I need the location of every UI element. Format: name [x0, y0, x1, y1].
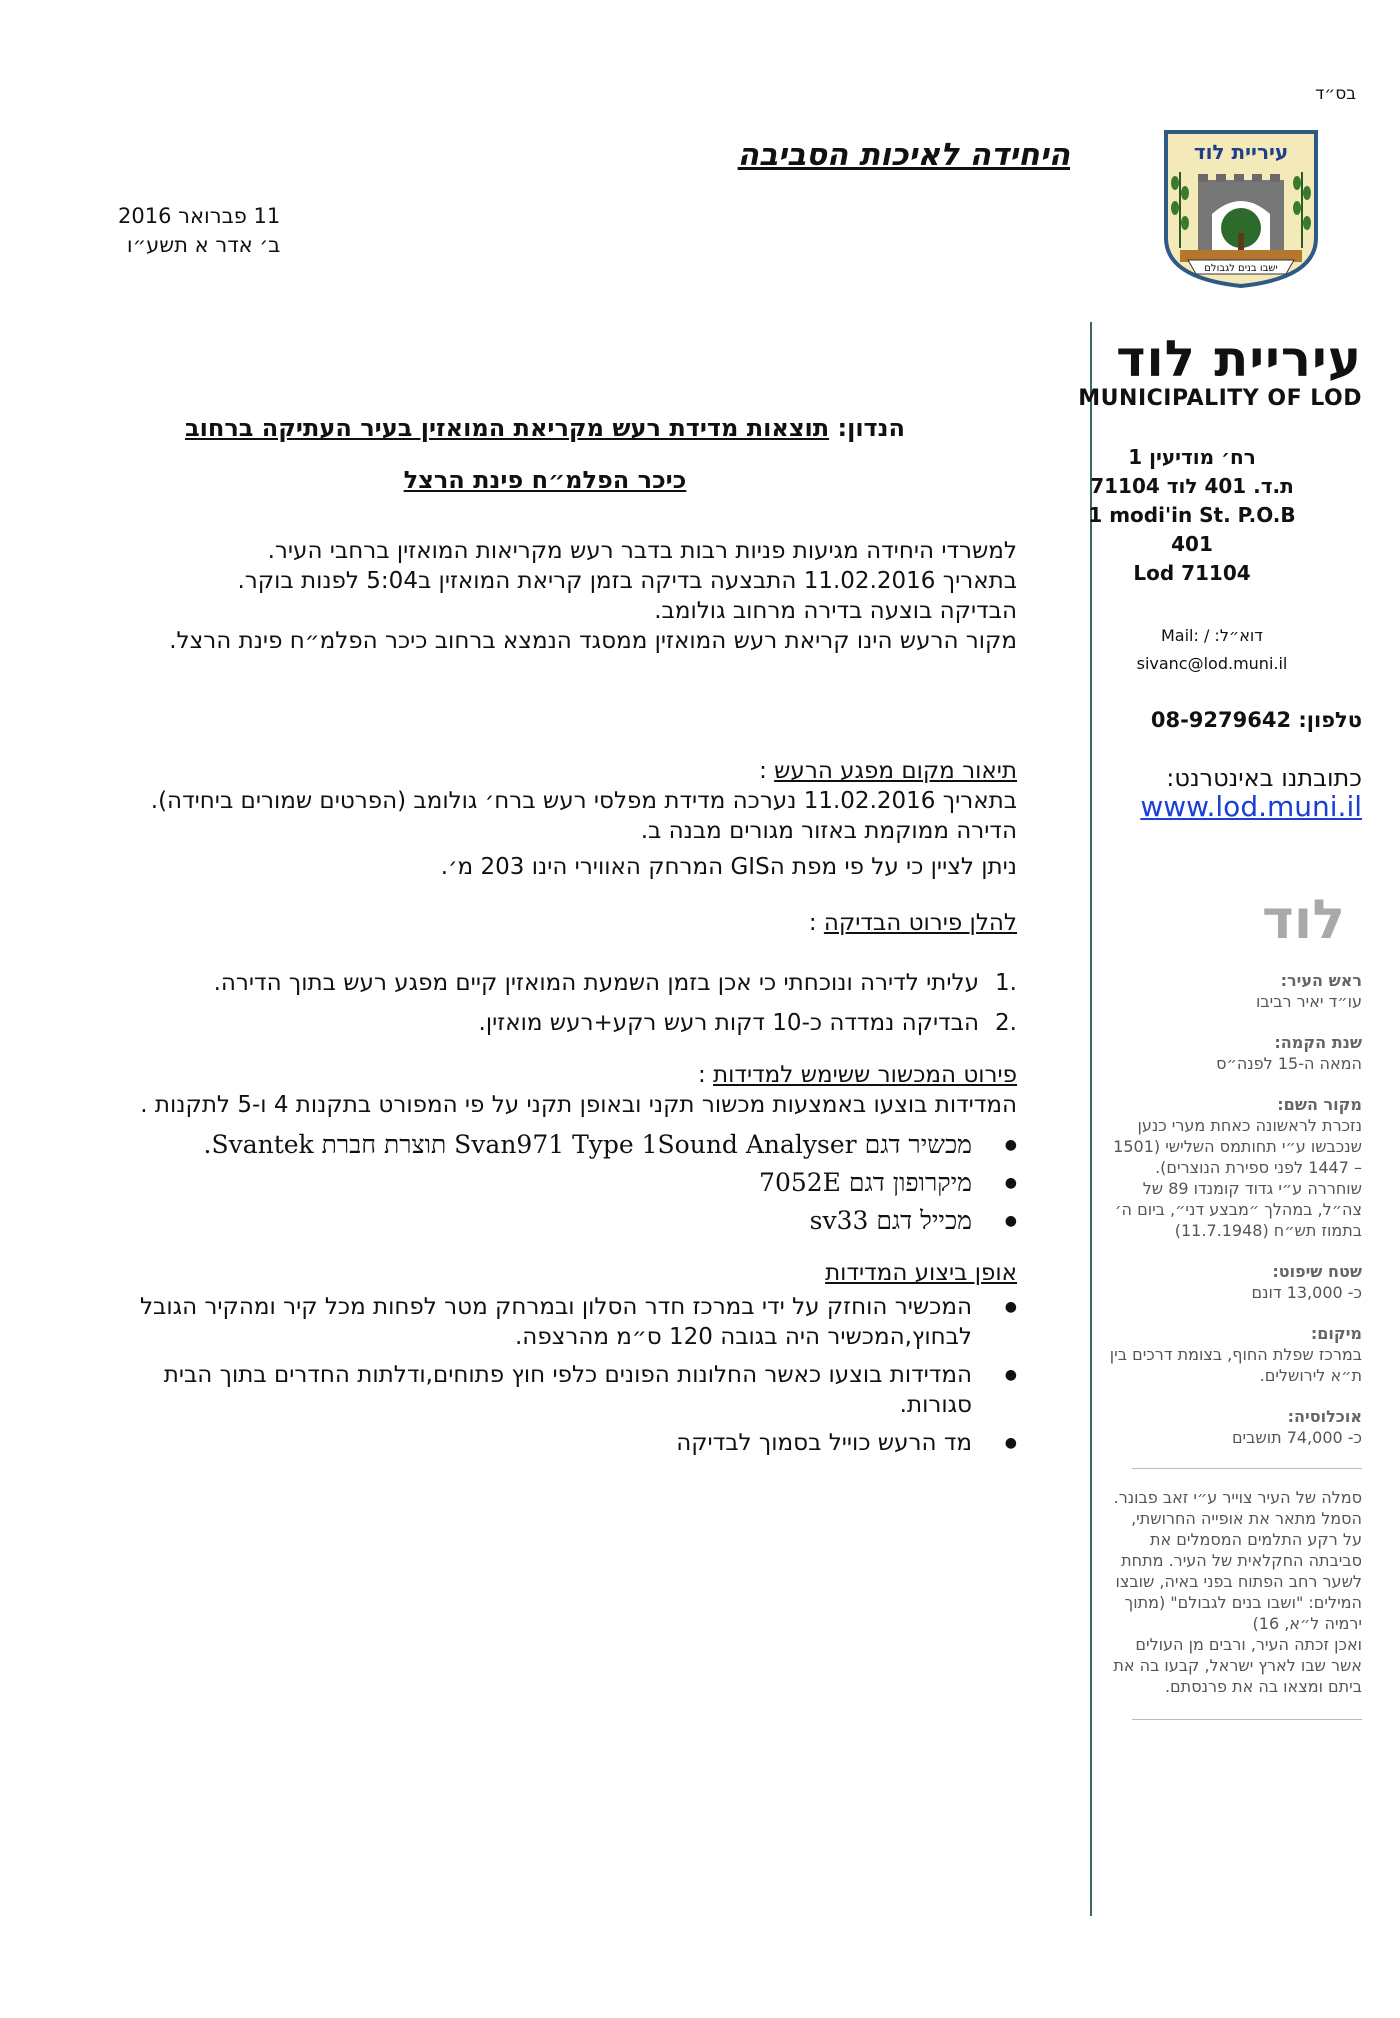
subject-label: הנדון: [837, 414, 906, 442]
subject-line-2: כיכר הפלמ״ח פינת הרצל [403, 466, 687, 494]
location-text: בתאריך 11.02.2016 נערכה מדידת מפלסי רעש ברח׳ גולומב (הפרטים שמורים ביחידה). הדירה ממוקמת באזור מגורים מבנה ב. [150, 788, 1017, 844]
subject-line-1: תוצאות מדידת רעש מקריאת המואזין בעיר העתיקה ברחוב [184, 414, 830, 442]
location-section: תיאור מקום מפגע הרעש : בתאריך 11.02.2016 נערכה מדידת מפלסי רעש ברח׳ גולומב (הפרטים שמורים ביחידה). הדירה ממוקמת באזור מגורים מבנה ב. ניתן לציין כי על פי מפת הGIS המרחק האווירי הינו 203 מ׳. [137, 756, 1017, 882]
intro-paragraph [137, 536, 1017, 656]
fact-label: מקור השם: [1277, 1095, 1362, 1114]
fact-value: כ- 13,000 דונם [1251, 1283, 1362, 1302]
address-block [1072, 443, 1312, 588]
phone-number: טלפון: 08-9279642 [1150, 708, 1362, 732]
city-facts [1107, 970, 1362, 1738]
method-section [137, 1258, 1017, 1458]
equipment-section: פירוט המכשור ששימש למדידות : המדידות בוצעו באמצעות מכשור תקני ובאופן תקני על פי המפורט בתקנות 4 ו-5 לתקנות . ● מכשיר דגם Svan971 Type 1Sound Analyser תוצרת חברת Svantek. ● מיקרופון דגם 7052E ● מכייל דגם sv33 [137, 1060, 1017, 1236]
location-heading: תיאור מקום מפגע הרעש [774, 758, 1017, 784]
details-list [137, 968, 1017, 1038]
municipality-name-english: MUNICIPALITY OF LOD [1078, 386, 1362, 411]
fact-value: נזכרת לראשונה כאחת מערי כנען שנכבשו ע״י תחותמס השלישי (1501 – 1447 לפני ספירת הנוצרים). שוחררה ע״י גדוד קומנדו 89 של צה״ל, במהלך ״מבצע דני״, ביום ה׳ בתמוז תש״ח (11.7.1948) [1113, 1116, 1362, 1240]
website-link[interactable]: www.lod.muni.il [1140, 790, 1362, 823]
address-line: רח׳ מודיעין 1 [1128, 445, 1256, 469]
fact-founded [1107, 1032, 1362, 1074]
fact-value: המאה ה-15 לפנה״ס [1216, 1054, 1362, 1073]
date-hebrew: ב׳ אדר א תשע״ו [126, 233, 281, 257]
location-gis: ניתן לציין כי על פי מפת הGIS המרחק האווירי הינו 203 מ׳. [440, 854, 1017, 880]
fact-value: עו״ד יאיר רביבו [1256, 992, 1362, 1011]
city-name-large: לוד [1262, 888, 1345, 951]
address-line: 1 modi'in St. P.O.B [1088, 503, 1296, 527]
method-heading: אופן ביצוע המדידות [825, 1260, 1017, 1286]
besd-mark: בס״ד [1315, 84, 1357, 104]
fact-label: מיקום: [1310, 1324, 1362, 1343]
fact-label: שטח שיפוט: [1272, 1262, 1362, 1281]
item-text: עליתי לדירה ונוכחתי כי אכן בזמן השמעת המואזין קיים מפגע רעש בתוך הדירה. [213, 970, 979, 996]
fact-name-origin [1107, 1094, 1362, 1241]
equipment-heading: פירוט המכשור ששימש למדידות [713, 1062, 1017, 1088]
equipment-text: המדידות בוצעו באמצעות מכשור תקני ובאופן תקני על פי המפורט בתקנות 4 ו-5 לתקנות . [140, 1092, 1017, 1118]
list-item [137, 1008, 1017, 1038]
unit-title: היחידה לאיכות הסביבה [737, 137, 1070, 173]
list-item: ● מד הרעש כוייל בסמוך לבדיקה [137, 1428, 972, 1458]
method-list [137, 1292, 1017, 1458]
list-item: ● מיקרופון דגם 7052E [137, 1168, 972, 1198]
divider [1132, 1719, 1362, 1720]
divider [1132, 1468, 1362, 1469]
address-line: Lod 71104 [1133, 561, 1251, 585]
list-item: ● המדידות בוצעו כאשר החלונות הפונים כלפי חוץ פתוחים,ודלתות החדרים בתוך הבית סגורות. [137, 1360, 972, 1420]
list-item: ● המכשיר הוחזק על ידי במרכז חדר הסלון ובמרחק מטר לפחות מכל קיר ומהקיר הגובל לבחוץ,המכשיר היה בגובה 120 ס״מ מהרצפה. [137, 1292, 972, 1352]
intro-line: מקור הרעש הינו קריאת רעש המואזין ממסגד הנמצא ברחוב כיכר הפלמ״ח פינת הרצל. [169, 628, 1017, 654]
address-line: 401 [1171, 532, 1213, 556]
details-section: להלן פירוט הבדיקה : 1. עליתי לדירה ונוכחתי כי אכן בזמן השמעת המואזין קיים מפגע רעש בתוך הדירה. 2. הבדיקה נמדדה כ-10 דקות רעש רקע+רעש מואזין. [137, 908, 1017, 1038]
emblem-title: עיריית לוד [1193, 140, 1289, 164]
fact-area [1107, 1261, 1362, 1303]
emblem-description: סמלה של העיר צוייר ע״י זאב פבונר. הסמל מתאר את אופייה החרושתי, על רקע התלמים המסמלים את סביבתה החקלאית של העיר. מתחת לשער רחב הפתוח בפני באיה, שובצו המילים: "ושבו בנים לגבולם" (מתוך ירמיה ל״א, 16) ואכן זכתה העיר, ורבים מן העולים אשר שבו לארץ ישראל, קבעו בה את ביתם ומצאו בה את פרנסתם. [1113, 1488, 1362, 1696]
municipality-name-hebrew: עיריית לוד [1116, 330, 1362, 388]
intro-line: בתאריך 11.02.2016 התבצעה בדיקה בזמן קריאת המואזין ב5:04 לפנות בוקר. [237, 568, 1017, 594]
fact-mayor [1107, 970, 1362, 1012]
date-gregorian: 11 פברואר 2016 [118, 204, 281, 228]
list-item [137, 968, 1017, 998]
fact-location [1107, 1323, 1362, 1386]
list-item: ● מכייל דגם sv33 [137, 1206, 972, 1236]
item-number: 2. [995, 1010, 1017, 1036]
fact-population [1107, 1406, 1362, 1448]
fact-label: שנת הקמה: [1274, 1033, 1362, 1052]
fact-value: במרכז שפלת החוף, בצומת דרכים בין ת״א לירושלים. [1109, 1345, 1362, 1385]
mail-label: Mail: / :דוא״ל [1160, 626, 1264, 645]
item-number: 1. [995, 970, 1017, 996]
letter-date [118, 202, 280, 260]
mail-address[interactable]: sivanc@lod.muni.il [1136, 654, 1288, 673]
address-line: ת.ד. 401 לוד 71104 [1090, 474, 1294, 498]
details-heading: להלן פירוט הבדיקה [823, 910, 1017, 936]
list-item: ● מכשיר דגם Svan971 Type 1Sound Analyser תוצרת חברת Svantek. [137, 1130, 972, 1160]
intro-line: הבדיקה בוצעה בדירה מרחוב גולומב. [654, 598, 1017, 624]
fact-label: ראש העיר: [1280, 971, 1362, 990]
equipment-list [137, 1130, 1017, 1236]
website-label: כתובתנו באינטרנט: [1166, 764, 1362, 792]
item-text: הבדיקה נמדדה כ-10 דקות רעש רקע+רעש מואזין. [478, 1010, 979, 1036]
fact-label: אוכלוסיה: [1287, 1407, 1362, 1426]
subject [130, 402, 960, 506]
mail-block [1062, 622, 1362, 678]
intro-line: למשרדי היחידה מגיעות פניות רבות בדבר רעש מקריאות המואזין ברחבי העיר. [267, 538, 1017, 564]
report-body [137, 756, 1017, 1466]
fact-value: כ- 74,000 תושבים [1231, 1428, 1362, 1447]
emblem-motto: ישבו בנים לגבולם [1204, 263, 1278, 274]
city-emblem [1160, 128, 1322, 288]
